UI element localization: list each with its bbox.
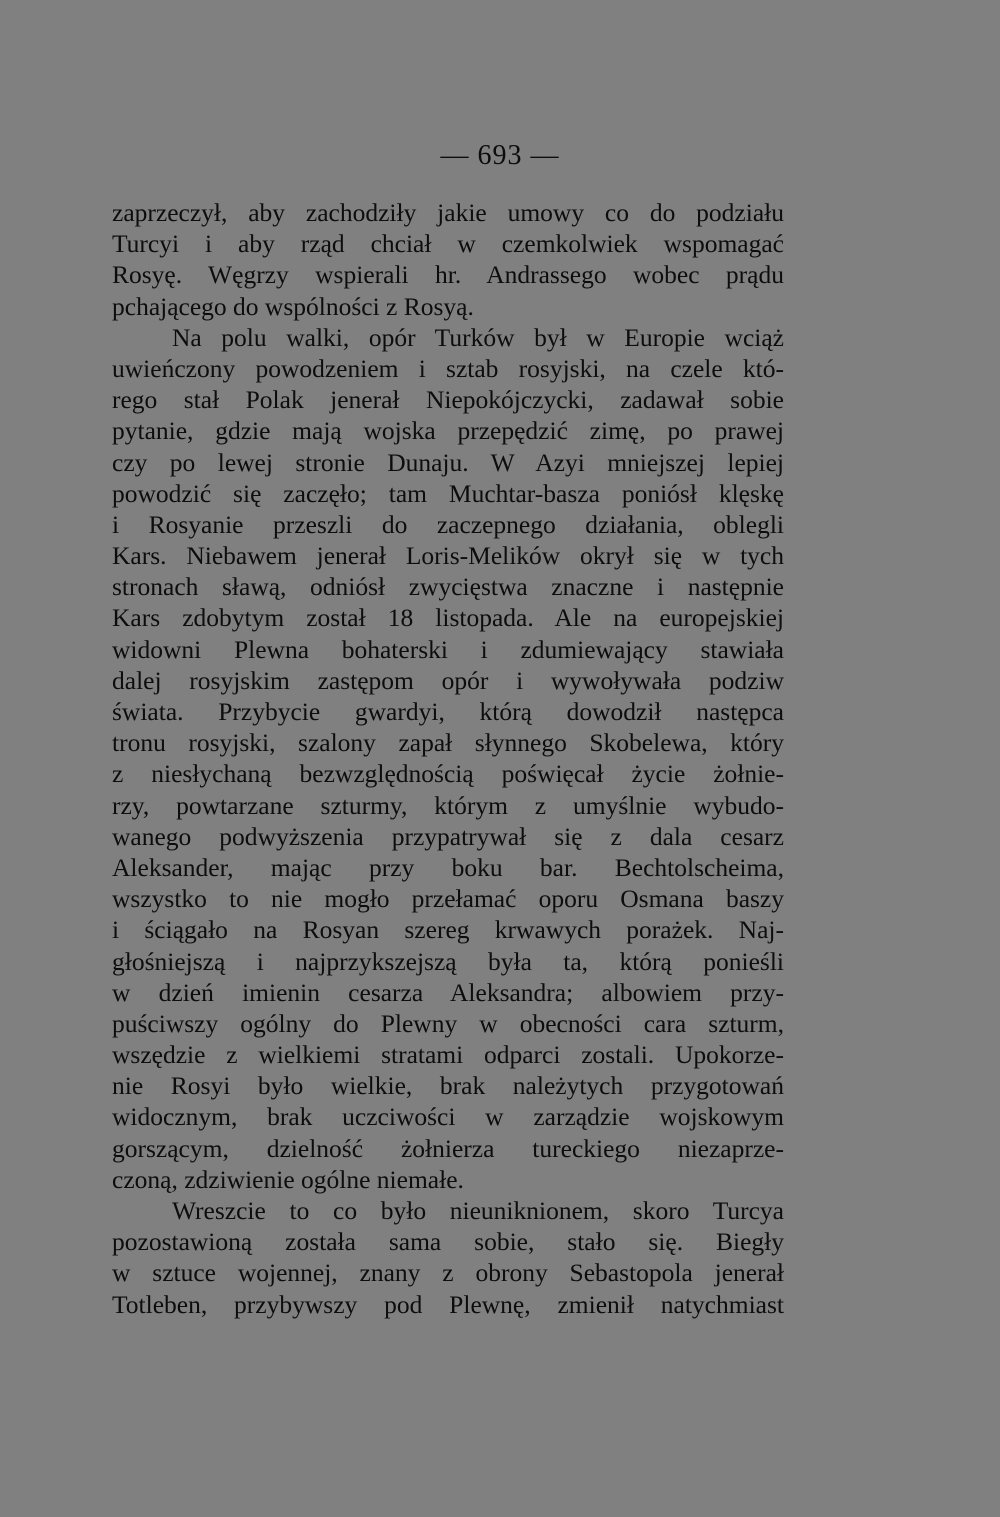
text-line: nie Rosyi było wielkie, brak należytych przygotowań bbox=[112, 1071, 784, 1101]
text-line: puściwszy ogólny do Plewny w obecności cara szturm, bbox=[112, 1008, 784, 1038]
text-line: Na polu walki, opór Turków był w Europie wciąż bbox=[172, 322, 784, 352]
text-line: w sztuce wojennej, znany z obrony Sebastopola jenerał bbox=[112, 1258, 784, 1288]
text-line: Aleksander, mając przy boku bar. Bechtolscheima, bbox=[112, 852, 784, 882]
text-line: Kars zdobytym został 18 listopada. Ale na europejskiej bbox=[112, 603, 784, 633]
text-line: zaprzeczył, aby zachodziły jakie umowy co do podziału bbox=[112, 198, 784, 227]
body-text bbox=[112, 197, 784, 1320]
text-line: świata. Przybycie gwardyi, którą dowodził następca bbox=[112, 697, 784, 726]
text-line: widocznym, brak uczciwości w zarządzie wojskowym bbox=[112, 1102, 784, 1132]
text-line: widowni Plewna bohaterski i zdumiewający stawiała bbox=[112, 634, 784, 664]
text-line: gorszącym, dzielność żołnierza tureckiego niezaprze- bbox=[112, 1133, 784, 1163]
text-line: rego stał Polak jenerał Niepokójczycki, zadawał sobie bbox=[112, 385, 784, 415]
page-number: — 693 — bbox=[440, 140, 560, 171]
text-line: pytanie, gdzie mają wojska przepędzić zimę, po prawej bbox=[112, 416, 784, 446]
text-line: rzy, powtarzane szturmy, którym z umyślnie wybudo- bbox=[112, 790, 784, 820]
text-line: Kars. Niebawem jenerał Loris-Melików okrył się w tych bbox=[112, 541, 784, 571]
text-line: uwieńczony powodzeniem i sztab rosyjski, na czele któ- bbox=[112, 353, 784, 383]
text-line: Turcyi i aby rząd chciał w czemkolwiek wspomagać bbox=[112, 229, 784, 259]
text-line: wanego podwyższenia przypatrywał się z dala cesarz bbox=[112, 821, 784, 851]
text-line: w dzień imienin cesarza Aleksandra; albowiem przy- bbox=[112, 977, 784, 1007]
text-line: stronach sławą, odniósł zwycięstwa znaczne i następnie bbox=[112, 572, 784, 602]
text-line: dalej rosyjskim zastępom opór i wywoływała podziw bbox=[112, 665, 784, 695]
text-line: wszędzie z wielkiemi stratami odparci zostali. Upokorze- bbox=[112, 1040, 784, 1070]
text-line: pchającego do wspólności z Rosyą. bbox=[112, 291, 474, 321]
text-line: wszystko to nie mogło przełamać oporu Osmana baszy bbox=[112, 884, 784, 914]
text-line: czy po lewej stronie Dunaju. W Azyi mniejszej lepiej bbox=[112, 447, 784, 477]
text-line: i Rosyanie przeszli do zaczepnego działania, oblegli bbox=[112, 509, 784, 539]
text-line: i ściągało na Rosyan szereg krwawych porażek. Naj- bbox=[112, 915, 784, 945]
text-line: Totleben, przybywszy pod Plewnę, zmienił natychmiast bbox=[112, 1289, 784, 1319]
text-line: Rosyę. Węgrzy wspierali hr. Andrassego wobec prądu bbox=[112, 260, 784, 290]
text-line: z niesłychaną bezwzględnością poświęcał życie żołnie- bbox=[112, 759, 784, 789]
text-line: Wreszcie to co było nieuniknionem, skoro Turcya bbox=[172, 1196, 784, 1225]
text-line: powodzić się zaczęło; tam Muchtar-basza poniósł klęskę bbox=[112, 478, 784, 508]
text-line: głośniejszą i najprzykszejszą była ta, którą ponieśli bbox=[112, 946, 784, 976]
text-line: tronu rosyjski, szalony zapał słynnego Skobelewa, który bbox=[112, 728, 784, 758]
text-line: pozostawioną została sama sobie, stało się. Biegły bbox=[112, 1227, 784, 1257]
text-line: czoną, zdziwienie ogólne niemałe. bbox=[112, 1164, 464, 1194]
